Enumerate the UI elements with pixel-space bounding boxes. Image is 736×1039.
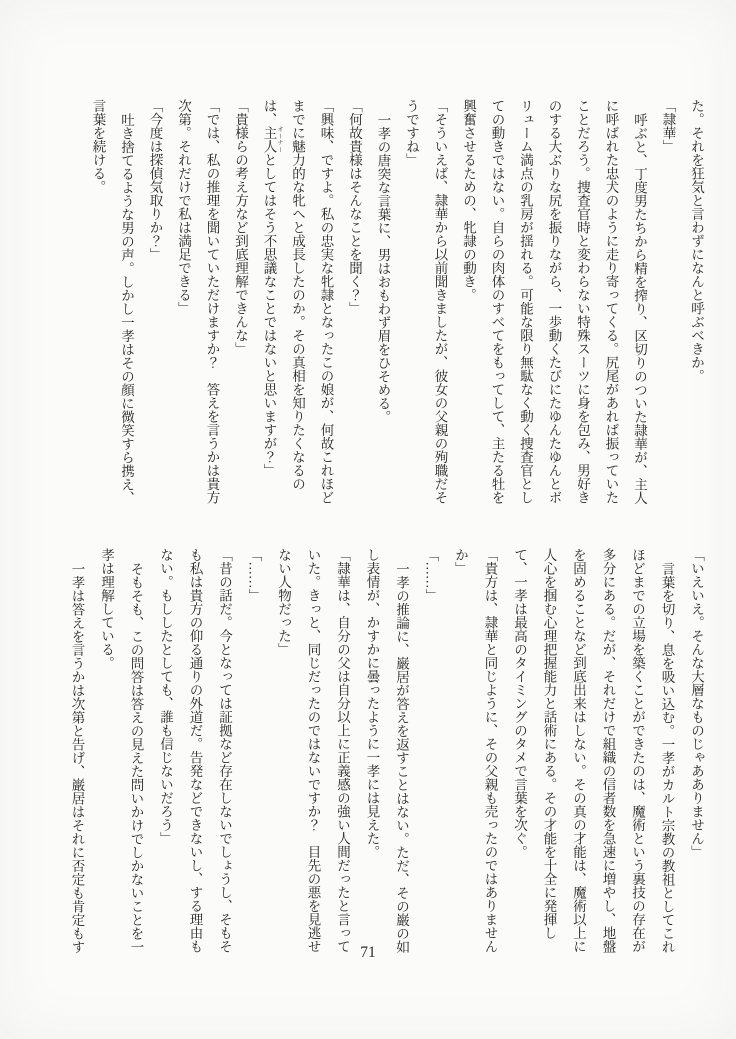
text-line: そもそも、この問答は答えの見えた問いかけでしかないことを一 xyxy=(128,561,144,953)
text-line: 一孝は答えを言うかは次第と告げ、巌居はそれに否定も肯定もす xyxy=(69,561,85,953)
text-line: 言葉を切り、息を吸い込む。一孝がカルト宗教の教祖としてこれ xyxy=(659,561,675,953)
text-line: 「昔の話だ。今となっては証拠など存在しないでしょうし、そもそ xyxy=(217,548,232,953)
text-line: 「いえいえ。そんな大層なものじゃあありません」 xyxy=(689,548,704,859)
text-line: 孝は理解している。 xyxy=(99,548,114,670)
page-number: 71 xyxy=(360,944,376,961)
text-line: は、主人 オーナーとしてはそう不思議なことではないと思いますが？」 xyxy=(261,99,282,477)
text-line: ことだろう。捜査官時と変わらない特殊スーツに身を包み、男好き xyxy=(575,99,590,504)
text-line: 「……」 xyxy=(423,548,439,602)
text-line: 吐き捨てるような男の声。しかし一孝はその顔に微笑すら携え、 xyxy=(119,112,134,504)
text-line: 「……」 xyxy=(246,548,262,602)
text-line: 次第。それだけで私は満足できる」 xyxy=(176,99,191,315)
text-line: 「隷華」 xyxy=(660,99,676,153)
text-line: 「貴様らの考え方など到底理解できんな」 xyxy=(233,99,248,356)
text-line: た。それを狂気と言わずになんと呼ぶべきか。 xyxy=(689,99,704,383)
text-line: か」 xyxy=(453,548,468,575)
text-line: て、一孝は最高のタイミングのタメで言葉を次ぐ。 xyxy=(512,548,527,859)
text-line: 一孝の推論に、巌居が答えを返すことはない。ただ、その巌の如 xyxy=(394,561,409,953)
text-line: ての動きではない。自らの肉体のすべてをもってして、主たる牡を xyxy=(489,99,505,504)
text-line: し表情が、かすかに曇ったように一孝には見えた。 xyxy=(364,548,380,859)
text-line: 言葉を続ける。 xyxy=(90,99,106,194)
text-line: 一孝の唐突な言葉に、男はおもわず眉をひそめる。 xyxy=(375,112,391,423)
ruby-annotated-word: 主人 オーナー xyxy=(261,126,282,153)
text-line: までに魅力的な牝へと成長したのか。その真相を知りたくなるの xyxy=(290,99,305,491)
text-band-bottom xyxy=(62,548,711,956)
text-line: いた。きっと、同じだったのではないですか？ 目先の悪を見逃せ xyxy=(305,548,321,953)
text-line: 人心を掴む心理把握能力と話術にある。その才能を十全に発揮し xyxy=(541,548,557,940)
text-line: 「貴方は、隷華と同じように、その父親も売ったのではありません xyxy=(482,548,498,953)
text-line: も私は貴方の仰る通りの外道だ。告発などできないし、する理由も xyxy=(187,548,203,953)
text-line: ない人物だった」 xyxy=(276,548,291,656)
text-line: ほどまでの立場を築くことができたのは、魔術という裏技の存在が xyxy=(630,548,645,953)
text-line: リューム満点の乳房が揺れる。可能な限り無駄なく動く捜査官とし xyxy=(518,99,533,504)
text-line: 「隷華は、自分の父は自分以上に正義感の強い人間だったと言って xyxy=(335,548,350,953)
text-line: 「そういえば、隷華から以前聞きましたが、彼女の父親の殉職だそ xyxy=(432,99,448,504)
text-line: ない。もししたとしても、誰も信じないだろう」 xyxy=(158,548,173,845)
text-line: 「興味、ですよ。私の忠実な牝隷となったこの娘が、何故これほど xyxy=(318,99,334,504)
text-line: 「今度は探偵気取りか？」 xyxy=(147,99,163,261)
text-band-top xyxy=(83,99,710,507)
text-line: を固めることなど到底出来はしない。その真の才能は、魔術以上に xyxy=(571,548,586,953)
text-line: に呼ばれた忠犬のように走り寄ってくる。尻尾があれば振っていた xyxy=(603,99,619,504)
text-line: うですね」 xyxy=(404,99,419,167)
text-line: のする大ぶりな尻を振りながら、一歩動くたびにたゆんたゆんとボ xyxy=(546,99,562,504)
text-line: 多分にある。だが、それだけで組織の信者数を急速に増やし、地盤 xyxy=(600,548,616,953)
text-line: 興奮させるための、牝隷の動き。 xyxy=(461,99,476,302)
text-line: 呼ぶと、丁度男たちから精を搾り、区切りのついた隷華が、主人 xyxy=(632,112,647,504)
text-line: 「では、私の推理を聞いていただけますか？ 答えを言うかは貴方 xyxy=(204,99,220,504)
text-line: 「何故貴様はそんなことを聞く？」 xyxy=(347,99,362,315)
